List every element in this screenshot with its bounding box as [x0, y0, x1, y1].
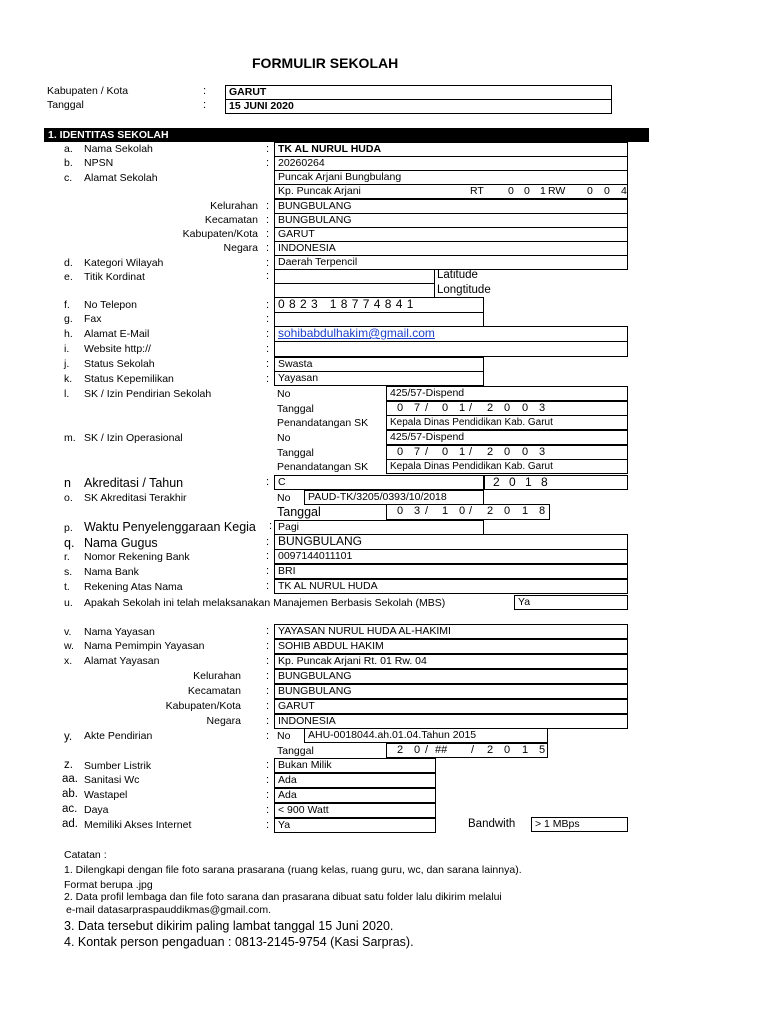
bandwith-field[interactable]: > 1 MBps — [531, 817, 628, 832]
colon: : — [266, 685, 270, 697]
sumber-listrik-label: Sumber Listrik — [84, 760, 152, 772]
rw-digit: 0 — [604, 185, 610, 197]
kabupaten-field[interactable]: GARUT — [225, 85, 612, 100]
date-digit: 1 — [459, 446, 466, 458]
mbs-label: Apakah Sekolah ini telah melaksanakan Manajemen Berbasis Sekolah (MBS) — [84, 597, 446, 609]
sk-operasional-tanggal-label: Tanggal — [277, 447, 314, 459]
akses-internet-field[interactable]: Ya — [274, 818, 436, 833]
date-digit: 0 — [459, 505, 466, 517]
colon: : — [266, 550, 270, 562]
colon: : — [266, 789, 270, 801]
note-1: 1. Dilengkapi dengan file foto sarana prasarana (ruang kelas, ruang guru, wc, dan sarana lainnya). — [64, 864, 522, 876]
row-letter: a. — [64, 143, 73, 155]
kabupaten-yayasan-label: Kabupaten/Kota — [165, 700, 241, 712]
kelurahan-yayasan-field[interactable]: BUNGBULANG — [274, 669, 628, 684]
row-letter: o. — [64, 492, 73, 504]
row-letter: aa. — [62, 773, 78, 785]
sk-akreditasi-tanggal-field[interactable] — [386, 504, 550, 520]
row-letter: f. — [64, 299, 70, 311]
sk-akreditasi-label: SK Akreditasi Terakhir — [84, 492, 187, 504]
row-letter: ab. — [62, 788, 78, 800]
colon: : — [203, 85, 207, 97]
kecamatan-field[interactable]: BUNGBULANG — [274, 213, 628, 228]
longitude-field[interactable] — [274, 283, 435, 298]
date-digit: 0 — [414, 744, 421, 756]
latitude-field[interactable] — [274, 269, 435, 284]
nama-gugus-field[interactable]: BUNGBULANG — [274, 534, 628, 550]
date-digit: 0 — [397, 402, 404, 414]
row-letter: n — [64, 476, 71, 490]
status-sekolah-field[interactable]: Swasta — [274, 357, 484, 372]
rt-label: RT — [470, 185, 484, 197]
sanitasi-label: Sanitasi Wc — [84, 774, 140, 786]
kelurahan-field[interactable]: BUNGBULANG — [274, 199, 628, 214]
kecamatan-label: Kecamatan — [204, 214, 258, 226]
date-digit: 0 — [504, 402, 511, 414]
wastapel-label: Wastapel — [84, 789, 128, 801]
colon: : — [266, 143, 270, 155]
rekening-atas-nama-label: Rekening Atas Nama — [84, 581, 183, 593]
colon: : — [266, 328, 270, 340]
row-letter: t. — [64, 581, 70, 593]
akses-internet-label: Memiliki Akses Internet — [84, 819, 192, 831]
colon: : — [266, 536, 270, 548]
latitude-label: Latitude — [437, 269, 478, 281]
row-letter: h. — [64, 328, 73, 340]
colon: : — [266, 200, 270, 212]
colon: : — [266, 257, 270, 269]
website-label: Website http:// — [84, 343, 151, 355]
row-letter: w. — [64, 640, 74, 652]
sk-pendirian-tanggal-label: Tanggal — [277, 403, 314, 415]
rt-digit: 0 — [524, 185, 530, 197]
date-digit: 1 — [442, 505, 449, 517]
colon: : — [266, 270, 270, 282]
date-separator: / — [425, 446, 429, 458]
colon: : — [266, 373, 270, 385]
row-letter: m. — [64, 432, 76, 444]
date-digit: 8 — [539, 505, 546, 517]
row-letter: g. — [64, 313, 73, 325]
date-digit: 3 — [539, 402, 546, 414]
sanitasi-field[interactable]: Ada — [274, 773, 436, 788]
date-digit: 0 — [442, 402, 449, 414]
kabupaten-kota-field[interactable]: GARUT — [274, 227, 628, 242]
note-3: 3. Data tersebut dikirim paling lambat tanggal 15 Juni 2020. — [64, 919, 394, 933]
titik-kordinat-label: Titik Kordinat — [84, 271, 145, 283]
row-letter: b. — [64, 157, 73, 169]
colon: : — [266, 730, 270, 742]
rekening-label: Nomor Rekening Bank — [84, 551, 190, 563]
date-digit: 7 — [414, 446, 421, 458]
kategori-wilayah-label: Kategori Wilayah — [84, 257, 164, 269]
kabupaten-yayasan-field[interactable]: GARUT — [274, 699, 628, 714]
negara-yayasan-field[interactable]: INDONESIA — [274, 714, 628, 729]
sk-pendirian-no-field[interactable]: 425/57-Dispend — [386, 386, 628, 401]
longitude-label: Longtitude — [437, 284, 491, 296]
colon: : — [266, 670, 270, 682]
date-digit: 7 — [414, 402, 421, 414]
colon: : — [266, 655, 270, 667]
date-separator: / — [425, 505, 429, 517]
sk-akreditasi-no-field[interactable]: PAUD-TK/3205/0393/10/2018 — [304, 490, 484, 505]
sumber-listrik-field[interactable]: Bukan Milik — [274, 758, 436, 773]
kelurahan-label: Kelurahan — [210, 200, 258, 212]
row-letter: j. — [64, 358, 70, 370]
akte-tanggal-label: Tanggal — [277, 745, 314, 757]
colon: : — [269, 520, 273, 532]
sk-akreditasi-no-label: No — [277, 492, 291, 504]
colon: : — [266, 565, 270, 577]
alamat-kampung: Kp. Puncak Arjani — [278, 185, 361, 197]
negara-yayasan-label: Negara — [206, 715, 241, 727]
akte-tanggal-field[interactable] — [386, 743, 548, 758]
nama-sekolah-field[interactable]: TK AL NURUL HUDA — [274, 142, 628, 157]
rekening-field[interactable]: 0097144011101 — [274, 549, 628, 564]
row-letter: v. — [64, 626, 72, 638]
colon: : — [266, 625, 270, 637]
nama-sekolah-label: Nama Sekolah — [84, 143, 153, 155]
alamat-sekolah-detail[interactable] — [274, 184, 628, 199]
kabupaten-kota-label: Kabupaten/Kota — [182, 228, 258, 240]
date-overflow: ## — [435, 744, 448, 756]
kecamatan-yayasan-field[interactable]: BUNGBULANG — [274, 684, 628, 699]
alamat-sekolah-label: Alamat Sekolah — [84, 172, 158, 184]
colon: : — [266, 804, 270, 816]
date-digit: 1 — [459, 402, 466, 414]
colon: : — [266, 242, 270, 254]
colon: : — [266, 700, 270, 712]
kabupaten-label: Kabupaten / Kota — [47, 85, 129, 97]
colon: : — [266, 774, 270, 786]
colon: : — [266, 313, 270, 325]
rw-digit: 4 — [621, 185, 627, 197]
date-digit: 2 — [397, 744, 404, 756]
nama-gugus-label: Nama Gugus — [84, 536, 158, 550]
row-letter: p. — [64, 522, 73, 534]
rekening-atas-nama-field[interactable]: TK AL NURUL HUDA — [274, 579, 628, 594]
row-letter: ad. — [62, 818, 78, 830]
waktu-penyelenggaraan-label: Waktu Penyelenggaraan Kegia — [84, 520, 256, 534]
date-digit: 1 — [522, 505, 529, 517]
negara-field[interactable]: INDONESIA — [274, 241, 628, 256]
sk-akreditasi-tanggal-label: Tanggal — [277, 505, 321, 519]
row-letter: r. — [64, 551, 70, 563]
date-digit: 3 — [539, 446, 546, 458]
telepon-field[interactable]: 0 8 2 3 1 8 7 7 4 8 4 1 — [274, 297, 484, 313]
date-separator: / — [469, 446, 473, 458]
date-digit: 0 — [504, 446, 511, 458]
colon: : — [266, 343, 270, 355]
note-2-email: e-mail datasarpraspauddikmas@gmail.com. — [66, 904, 271, 916]
kategori-wilayah-field[interactable]: Daerah Terpencil — [274, 255, 628, 270]
date-digit: 0 — [504, 505, 511, 517]
colon: : — [266, 228, 270, 240]
row-letter: c. — [64, 172, 73, 184]
sk-operasional-no-label: No — [277, 432, 291, 444]
date-digit: 0 — [522, 402, 529, 414]
row-letter: e. — [64, 271, 73, 283]
sk-pendirian-penandatangan-label: Penandatangan SK — [277, 417, 369, 429]
pemimpin-yayasan-label: Nama Pemimpin Yayasan — [84, 640, 205, 652]
nama-yayasan-label: Nama Yayasan — [84, 626, 155, 638]
email-field[interactable] — [274, 326, 628, 342]
email-label: Alamat E-Mail — [84, 328, 150, 340]
row-letter: s. — [64, 566, 73, 578]
status-kepemilikan-field[interactable]: Yayasan — [274, 371, 484, 386]
colon: : — [266, 580, 270, 592]
kecamatan-yayasan-label: Kecamatan — [187, 685, 241, 697]
rt-digit: 1 — [540, 185, 546, 197]
date-separator: / — [471, 744, 475, 756]
note-4: 4. Kontak person pengaduan : 0813-2145-9754 (Kasi Sarpras). — [64, 935, 414, 949]
fax-field[interactable] — [274, 312, 484, 327]
colon: : — [266, 299, 270, 311]
date-digit: 0 — [504, 744, 511, 756]
alamat-yayasan-label: Alamat Yayasan — [84, 655, 160, 667]
row-letter: x. — [64, 655, 73, 667]
akte-pendirian-label: Akte Pendirian — [84, 730, 153, 742]
negara-label: Negara — [223, 242, 258, 254]
sk-operasional-tanggal-field[interactable] — [386, 445, 628, 460]
date-digit: 0 — [397, 505, 404, 517]
nama-bank-label: Nama Bank — [84, 566, 139, 578]
wastapel-field[interactable]: Ada — [274, 788, 436, 803]
date-separator: / — [469, 505, 473, 517]
date-digit: 2 — [487, 446, 494, 458]
mbs-field[interactable]: Ya — [514, 595, 628, 610]
pemimpin-yayasan-field[interactable]: SOHIB ABDUL HAKIM — [274, 639, 628, 654]
colon: : — [266, 819, 270, 831]
colon: : — [203, 99, 207, 111]
website-field[interactable] — [274, 341, 628, 357]
fax-label: Fax — [84, 313, 102, 325]
akreditasi-tahun-field[interactable]: 2 0 1 8 — [484, 475, 628, 490]
akreditasi-label: Akreditasi / Tahun — [84, 476, 184, 490]
colon: : — [266, 759, 270, 771]
tanggal-label: Tanggal — [47, 99, 84, 111]
telepon-label: No Telepon — [84, 299, 137, 311]
status-sekolah-label: Status Sekolah — [84, 358, 155, 370]
date-digit: 0 — [397, 446, 404, 458]
daya-label: Daya — [84, 804, 109, 816]
row-letter: q. — [64, 536, 75, 550]
row-letter: ac. — [62, 803, 78, 815]
akte-no-field[interactable]: AHU-0018044.ah.01.04.Tahun 2015 — [304, 728, 548, 743]
date-digit: 0 — [442, 446, 449, 458]
sk-operasional-label: SK / Izin Operasional — [84, 432, 183, 444]
row-letter: i. — [64, 343, 70, 355]
sk-pendirian-penandatangan-field[interactable]: Kepala Dinas Pendidikan Kab. Garut — [386, 415, 628, 430]
row-letter: k. — [64, 373, 73, 385]
date-digit: 5 — [539, 744, 546, 756]
note-2: 2. Data profil lembaga dan file foto sarana dan prasarana dibuat satu folder lalu dikirim melalui — [64, 891, 502, 903]
npsn-field[interactable]: 20260264 — [274, 156, 628, 171]
tanggal-field[interactable]: 15 JUNI 2020 — [225, 99, 612, 114]
sk-pendirian-no-label: No — [277, 388, 291, 400]
rw-digit: 0 — [587, 185, 593, 197]
date-digit: 0 — [522, 446, 529, 458]
colon: : — [266, 640, 270, 652]
date-digit: 2 — [487, 744, 494, 756]
row-letter: z. — [64, 759, 73, 771]
daya-field[interactable]: < 900 Watt — [274, 803, 436, 818]
sk-operasional-penandatangan-label: Penandatangan SK — [277, 461, 369, 473]
rt-digit: 0 — [508, 185, 514, 197]
sk-pendirian-tanggal-field[interactable] — [386, 401, 628, 416]
waktu-penyelenggaraan-field[interactable]: Pagi — [274, 520, 484, 535]
nama-bank-field[interactable]: BRI — [274, 564, 628, 579]
colon: : — [266, 715, 270, 727]
date-digit: 2 — [487, 505, 494, 517]
row-letter: u. — [64, 597, 73, 609]
colon: : — [266, 476, 270, 488]
npsn-label: NPSN — [84, 157, 114, 169]
sk-operasional-no-field[interactable]: 425/57-Dispend — [386, 430, 628, 445]
nama-yayasan-field[interactable]: YAYASAN NURUL HUDA AL-HAKIMI — [274, 624, 628, 639]
date-separator: / — [425, 402, 429, 414]
colon: : — [266, 214, 270, 226]
alamat-sekolah-field[interactable]: Puncak Arjani Bungbulang — [274, 170, 628, 185]
alamat-yayasan-field[interactable]: Kp. Puncak Arjani Rt. 01 Rw. 04 — [274, 654, 628, 669]
section-identitas-sekolah: 1. IDENTITAS SEKOLAH — [44, 128, 649, 142]
sk-operasional-penandatangan-field[interactable]: Kepala Dinas Pendidikan Kab. Garut — [386, 459, 628, 474]
date-digit: 1 — [522, 744, 529, 756]
colon: : — [266, 157, 270, 169]
date-digit: 2 — [487, 402, 494, 414]
date-digit: 3 — [414, 505, 421, 517]
date-separator: / — [469, 402, 473, 414]
akreditasi-field[interactable]: C — [274, 475, 484, 490]
sk-pendirian-label: SK / Izin Pendirian Sekolah — [84, 388, 212, 400]
row-letter: l. — [64, 388, 70, 400]
status-kepemilikan-label: Status Kepemilikan — [84, 373, 174, 385]
colon: : — [266, 358, 270, 370]
bandwith-label: Bandwith — [468, 818, 516, 830]
row-letter: y. — [64, 731, 73, 743]
row-letter: d. — [64, 257, 73, 269]
rw-label: RW — [548, 185, 566, 197]
kelurahan-yayasan-label: Kelurahan — [193, 670, 241, 682]
date-separator: / — [425, 744, 429, 756]
page-title: FORMULIR SEKOLAH — [252, 55, 399, 71]
note-1-format: Format berupa .jpg — [64, 879, 153, 891]
email-link[interactable]: sohibabdulhakim@gmail.com — [278, 326, 435, 340]
notes-heading: Catatan : — [64, 849, 107, 861]
akte-no-label: No — [277, 730, 291, 742]
